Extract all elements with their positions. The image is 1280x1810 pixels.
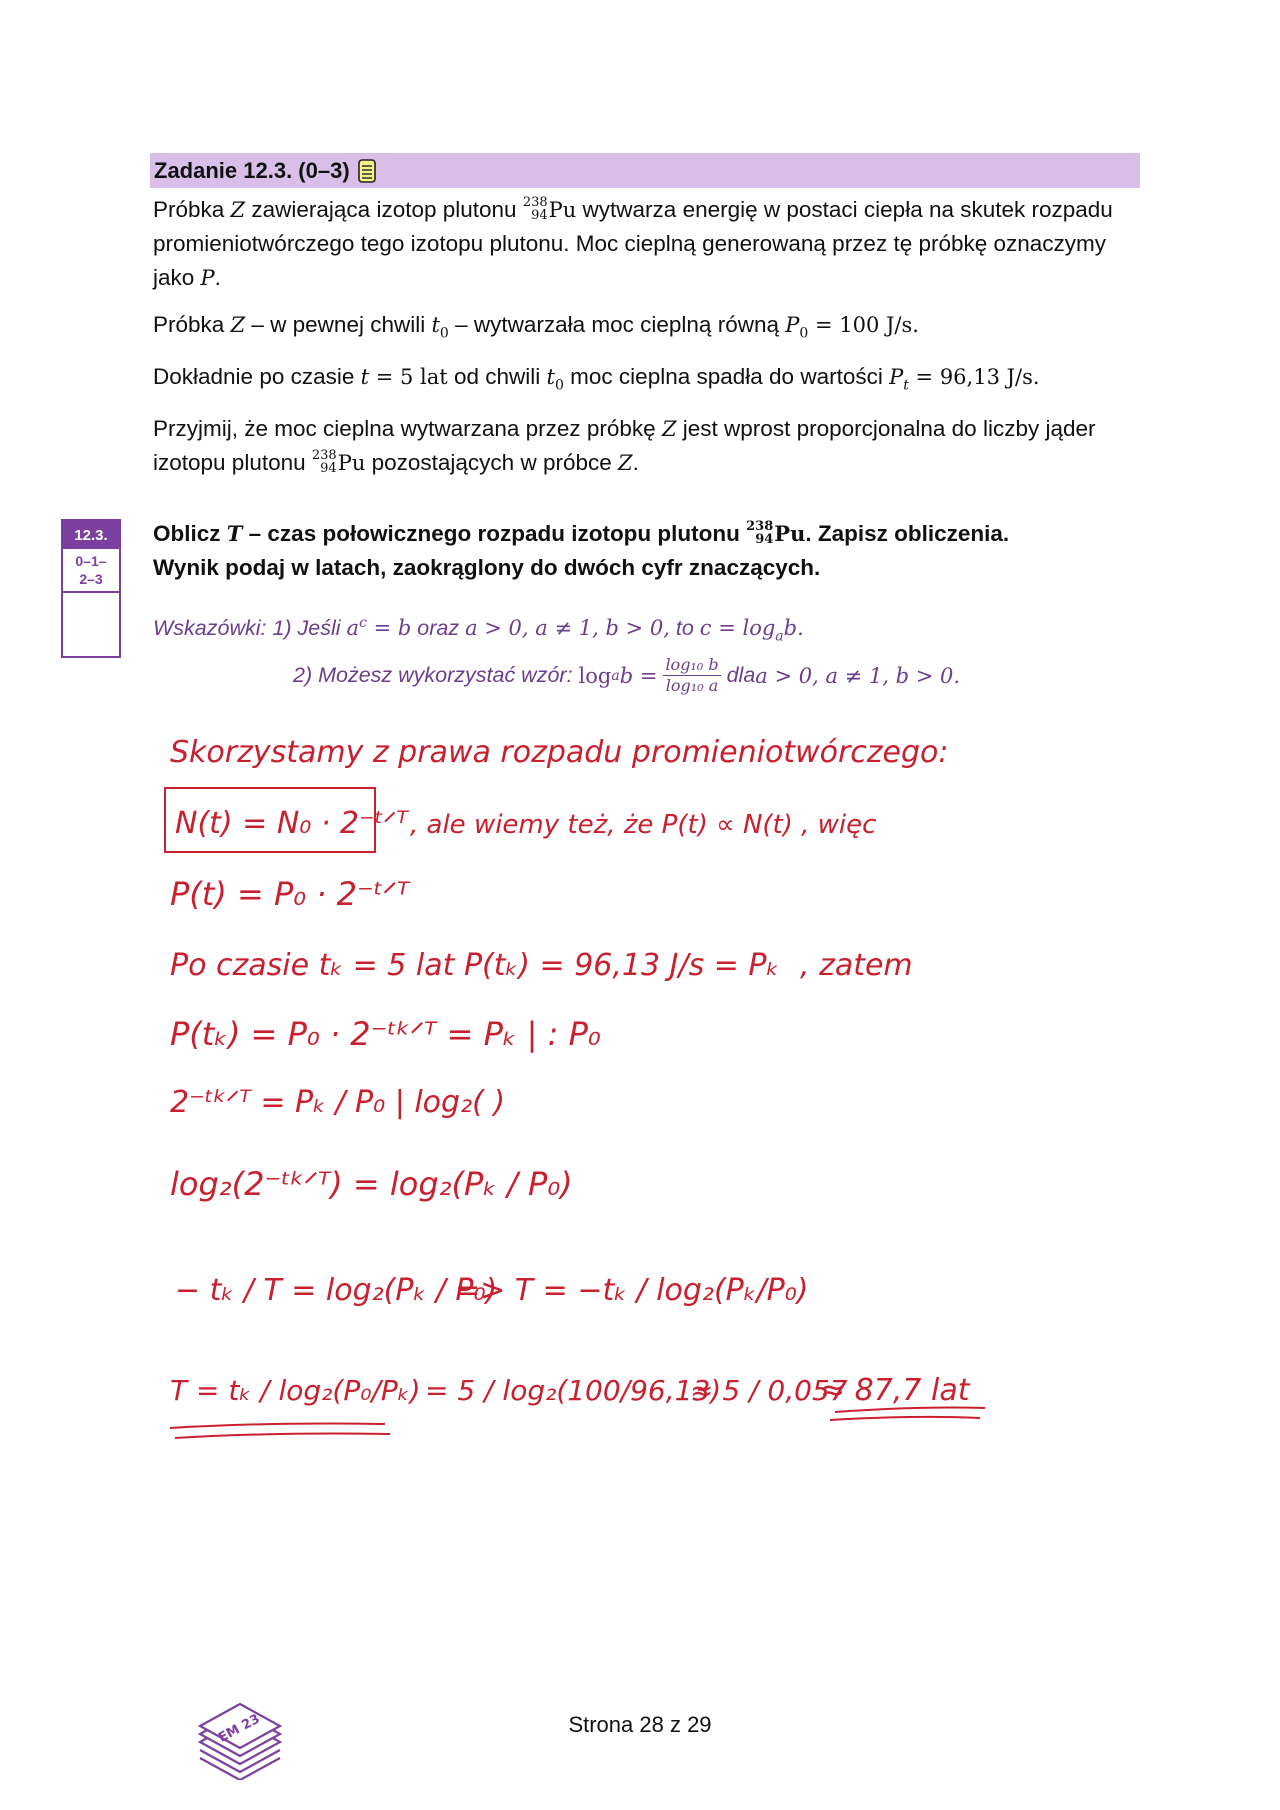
- hints-label: Wskazówki:: [153, 616, 267, 641]
- intro-paragraph-2: Próbka 𝑍 – w pewnej chwili $t_0$ – wytwarzała moc cieplną równą $P_0 = 100$ J/s.: [153, 312, 919, 342]
- solution-line-9c: ≈ 5 / 0,057: [690, 1374, 848, 1407]
- intro-paragraph-1: Próbka 𝑍 zawierająca izotop plutonu 238 94 Pu wytwarza energię w postaci ciepła na skutek rozpadu promieniotwórczego tego izotopu plutonu. Moc cieplną generowaną przez tę próbkę oznaczymy jako P.: [153, 195, 1113, 290]
- handwritten-solution: [0, 700, 1280, 1460]
- page-number: Strona 28 z 29: [568, 1712, 712, 1737]
- solution-line-8b: => T = −tₖ / log₂(Pₖ/P₀): [455, 1273, 809, 1308]
- log-fraction: $\frac{\text{log₁₀ b}}{\text{log₁₀ a}}$: [665, 655, 719, 695]
- solution-line-7: log₂(2⁻ᵗᵏᐟᵀ) = log₂(Pₖ / P₀): [170, 1165, 573, 1203]
- solution-line-5: P(tₖ) = P₀ · 2⁻ᵗᵏᐟᵀ = Pₖ | : P₀: [170, 1015, 601, 1053]
- intro-paragraph-3: Dokładnie po czasie t = 5 lat od chwili $t_0$ moc cieplna spadła do wartości $P_t = 96,13$ J/s.: [153, 364, 1040, 394]
- solution-line-1: Skorzystamy z prawa rozpadu promieniotwórczego:: [170, 735, 949, 770]
- solution-line-9b: = 5 / log₂(100/96,13): [425, 1374, 722, 1407]
- task-title: Zadanie 12.3. (0–3): [154, 157, 350, 183]
- task-command: Oblicz T – czas połowicznego rozpadu izotopu plutonu 238 94 Pu. Zapisz obliczenia. Wynik podaj w latach, zaokrąglony do dwóch cyfr znaczących.: [153, 519, 1010, 580]
- formula-underline: [170, 1424, 390, 1439]
- solution-line-3: P(t) = P₀ · 2⁻ᵗᐟᵀ: [170, 875, 410, 913]
- solution-line-4a: Po czasie tₖ = 5 lat P(tₖ) = 96,13 J/s = Pₖ: [170, 948, 780, 983]
- solution-line-8a: − tₖ / T = log₂(Pₖ / P₀): [175, 1273, 498, 1308]
- score-box: [61, 519, 121, 658]
- final-answer-underline: [830, 1408, 985, 1421]
- solution-line-6: 2⁻ᵗᵏᐟᵀ = Pₖ / P₀ | log₂( ): [170, 1085, 506, 1120]
- solution-line-2a: N(t) = N₀ · 2⁻ᵗᐟᵀ: [175, 806, 408, 841]
- score-box-points: 0–1– 2–3: [63, 549, 119, 593]
- hints: Wskazówki: 1) Jeśli $a^c = b$ oraz a > 0, a ≠ 1, b > 0, to $c = \log_ab$. 2) Możesz wykorzystać wzór: log a b = $\frac{\text{log₁₀ b}}{\text{log₁₀ a}}$ dla a > 0, a ≠ 1, b > 0.: [153, 615, 961, 695]
- solution-line-9a: T = tₖ / log₂(P₀/Pₖ): [170, 1374, 421, 1407]
- task-header: [150, 153, 1140, 188]
- score-box-label: 12.3.: [63, 521, 119, 549]
- solution-line-4b: , zatem: [800, 948, 913, 983]
- solution-line-2b: , ale wiemy też, że P(t) ∝ N(t) , więc: [410, 810, 877, 840]
- document-icon: [358, 159, 376, 183]
- solution-line-9d: ≈ 87,7 lat: [820, 1373, 970, 1408]
- isotope-notation: 238 94: [522, 195, 548, 224]
- svg-text:EM 23: EM 23: [216, 1711, 263, 1746]
- intro-paragraph-4: Przyjmij, że moc cieplna wytwarzana przez próbkę 𝑍 jest wprost proporcjonalna do liczby jąder izotopu plutonu 238 94 Pu pozostających w próbce 𝑍.: [153, 416, 1096, 477]
